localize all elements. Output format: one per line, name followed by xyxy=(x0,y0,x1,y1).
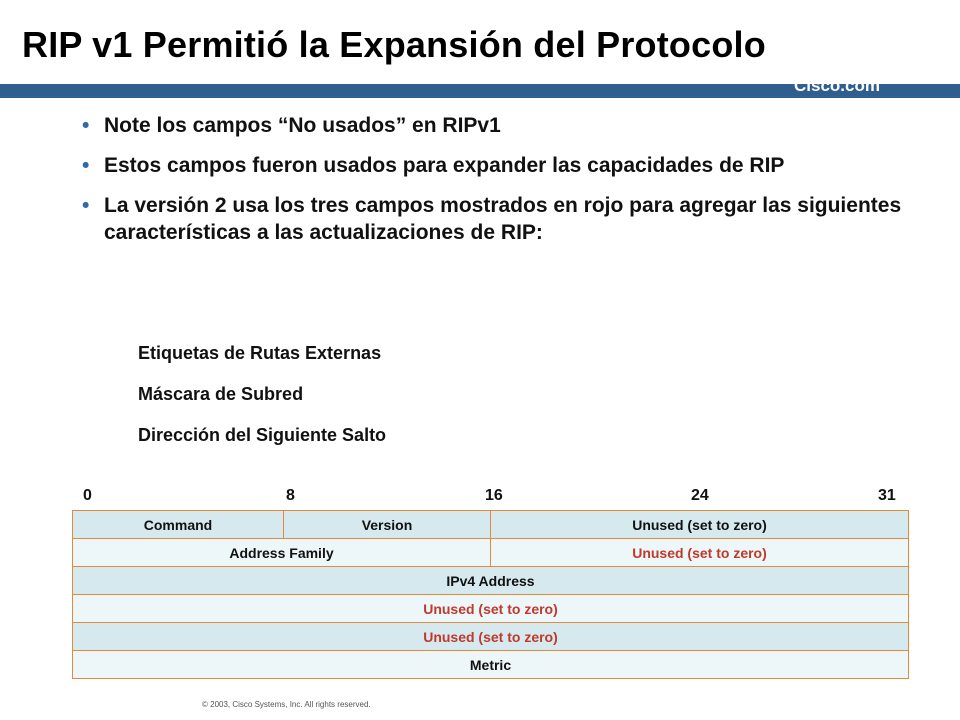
field-version: Version xyxy=(284,511,491,539)
bullet-dot: • xyxy=(82,114,90,137)
table-row xyxy=(73,623,909,651)
copyright-notice: © 2003, Cisco Systems, Inc. All rights reserved. xyxy=(202,700,371,709)
feature-item: Dirección del Siguiente Salto xyxy=(138,425,387,445)
bullet-item xyxy=(82,152,902,179)
brand-logo-text: Cisco.com xyxy=(794,76,880,95)
bullet-text: Note los campos “No usados” en RIPv1 xyxy=(104,114,501,137)
field-unused: Unused (set to zero) xyxy=(491,511,909,539)
slide-title: RIP v1 Permitió la Expansión del Protocolo xyxy=(22,24,766,65)
table-row xyxy=(73,595,909,623)
field-ipv4-address: IPv4 Address xyxy=(73,567,909,595)
bullet-dot: • xyxy=(82,154,90,177)
bit-tick: 8 xyxy=(286,487,295,504)
feature-list xyxy=(138,342,386,465)
table-row xyxy=(73,651,909,679)
bit-tick: 0 xyxy=(83,487,92,504)
table-row xyxy=(73,511,909,539)
feature-item: Etiquetas de Rutas Externas xyxy=(138,343,382,363)
field-address-family: Address Family xyxy=(73,539,491,567)
field-unused-subnet-mask: Unused (set to zero) xyxy=(73,595,909,623)
bit-tick: 24 xyxy=(691,487,709,504)
bullet-text: La versión 2 usa los tres campos mostrados en rojo para agregar las siguientes características a las actualizaciones de RIP: xyxy=(104,194,902,244)
bullet-dot: • xyxy=(82,194,90,217)
feature-item: Máscara de Subred xyxy=(138,384,304,404)
bullet-item xyxy=(82,112,902,139)
bullet-list xyxy=(82,112,902,259)
bit-ruler xyxy=(72,487,910,507)
bit-tick: 16 xyxy=(485,487,503,504)
table-row xyxy=(73,539,909,567)
table-row xyxy=(73,567,909,595)
field-command: Command xyxy=(73,511,284,539)
field-metric: Metric xyxy=(73,651,909,679)
field-unused-next-hop: Unused (set to zero) xyxy=(73,623,909,651)
rip-packet-format xyxy=(72,510,909,679)
bullet-text: Estos campos fueron usados para expander las capacidades de RIP xyxy=(104,154,785,177)
bullet-item xyxy=(82,192,902,246)
bit-tick: 31 xyxy=(878,487,896,504)
field-unused-route-tag: Unused (set to zero) xyxy=(491,539,909,567)
